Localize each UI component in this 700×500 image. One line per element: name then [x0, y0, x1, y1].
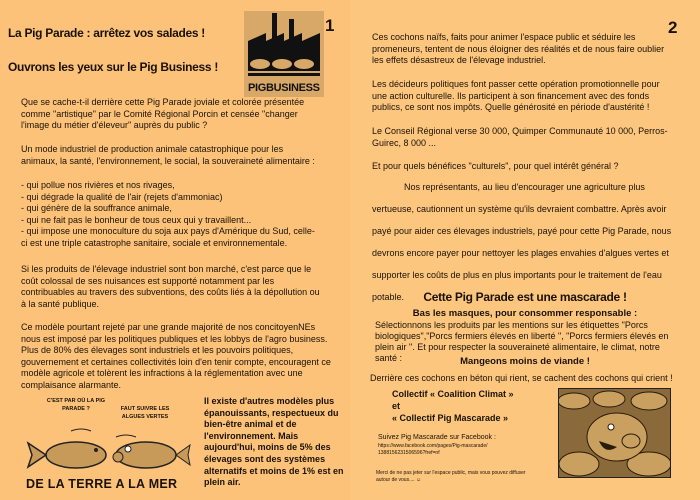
decision-makers-paragraph: Les décideurs politiques font passer cette opération promotionnelle pour une action culturelle. Ils participent à son financement avec des fonds publics, ce sont nos impôts. Quelle générosité en période d'austérité !	[372, 79, 660, 113]
facebook-label: Suivez Pig Mascarade sur Facebook :	[378, 434, 496, 441]
representatives-paragraph: Nos représentants, au lieu d'encourager une agriculture plus vertueuse, cautionnent un système qu'ils devraient combattre. Après avoir payé pour aider ces élevages industriels, payé pour cette Pig Parade, nous devrons encore payer pour nettoyer les plages envahies d'algues vertes et supporter les coûts de plus en plus importants pour le traitement de l'eau potable.	[372, 182, 672, 302]
page-2	[350, 0, 700, 500]
pig-business-logo	[244, 11, 324, 97]
et-label: et	[392, 401, 401, 411]
rejected-model-paragraph: Ce modèle pourtant rejeté par une grande majorité de nos concitoyenNEs nous est imposé par les politiques publiques et les lobbys de l'agro business. Plus de 80% des élevages sont industriels et les pouvoirs politiques, gouvernement et certaines collectivités loin d'en tenir compte, encouragent ce modèle agricole et tolèrent les infractions à la réglementation avec une complaisance alarmante.	[21, 322, 331, 390]
labels-paragraph: Sélectionnons les produits par les mentions sur les étiquettes "Porcs biologiques","Porcs fermiers élevés en liberté ", "Porcs fermiers élevés en plein air ". Et pour respecter la souveraineté alimentaire, le climat, notre santé :	[375, 320, 669, 363]
list-item: - qui ne fait pas le bonheur de tous ceux qui y travaillent...	[21, 214, 252, 225]
speech-bubble-2: FAUT SUIVRE LES ALGUES VERTES	[120, 406, 170, 420]
cartoon-caption: DE LA TERRE A LA MER	[26, 477, 178, 491]
question-paragraph: Et pour quels bénéfices "culturels", pour quel intérêt général ?	[372, 161, 619, 171]
title-1: La Pig Parade : arrêtez vos salades !	[8, 26, 205, 40]
slogan: Mangeons moins de viande !	[460, 356, 590, 367]
collectif-pig-mascarade: « Collectif Pig Mascarade »	[392, 413, 509, 423]
list-item: - qui impose une monoculture du soja aux pays d'Amérique du Sud, celle-ci est une triple catastrophe sanitaire, sociale et environnementale.	[21, 226, 315, 248]
intro-paragraph: Que se cache-t-il derrière cette Pig Parade joviale et colorée présentée comme "artistique" par le Comité Régional Porcin et censée "changer l'image du métier d'éleveur" auprès du public ?	[21, 97, 305, 131]
masks-subheading: Bas les masques, pour consommer responsable :	[412, 308, 638, 319]
page-number: 1	[325, 16, 335, 35]
screaming-pigs-illustration	[558, 388, 671, 478]
model-paragraph: Un mode industriel de production animale catastrophique pour les animaux, la santé, l'environnement, le social, la souveraineté alimentaire :	[21, 144, 315, 166]
speech-bubble-1: C'EST PAR OÙ LA PIG PARADE ?	[46, 398, 106, 412]
alternatives-box: Il existe d'autres modèles plus épanouissants, respectueux du bien-être animal et de l'environnement. Mais aujourd'hui, moins de 5% des élevages sont des systèmes alternatifs et moins de 1% est en plein air.	[204, 396, 344, 488]
list-item: - qui pollue nos rivières et nos rivages,	[21, 180, 175, 190]
cost-paragraph: Si les produits de l'élevage industriel sont bon marché, c'est parce que le coût colossal de ses nuisances est supporté notamment par les contribuables au travers des subventions, des coûts liés à la dépollution ou à la santé publique.	[21, 264, 320, 309]
fish-pig-cartoon	[16, 393, 196, 493]
concrete-pigs-line: Derrière ces cochons en béton qui rient, se cachent des cochons qui crient !	[370, 373, 673, 383]
footer-note: Merci de ne pas jeter sur l'espace public, mais vous pouvez diffuser autour de vous.... ☺	[376, 470, 526, 483]
list-item: - qui génère de la souffrance animale,	[21, 203, 172, 214]
collectives	[392, 389, 552, 424]
naive-pigs-paragraph: Ces cochons naïfs, faits pour animer l'espace public et séduire les promeneurs, tentent de nous éloigner des réalités et de nous faire oublier les effets désastreux de l'élevage industriel.	[372, 32, 665, 66]
svg-text:PIGBUSINESS: PIGBUSINESS	[248, 82, 320, 94]
fish-and-pig-drawing-icon	[16, 423, 196, 473]
funding-paragraph: Le Conseil Régional verse 30 000, Quimper Communauté 10 000, Perros-Guirec, 8 000 ...	[372, 126, 668, 148]
screaming-pig-icon	[559, 389, 670, 477]
harm-list	[21, 180, 321, 250]
facebook-link[interactable]: https://www.facebook.com/pages/Pig-mascarade/1388156231506596?fref=nf	[378, 443, 488, 456]
collectif-coalition-climat: Collectif « Coalition Climat »	[392, 389, 514, 399]
factory-icon	[244, 11, 324, 97]
list-item: - qui dégrade la qualité de l'air (rejets d'ammoniac)	[21, 191, 223, 202]
mascarade-heading: Cette Pig Parade est une mascarade !	[423, 290, 627, 304]
page-number: 2	[668, 18, 678, 37]
title-2: Ouvrons les yeux sur le Pig Business !	[8, 60, 219, 74]
